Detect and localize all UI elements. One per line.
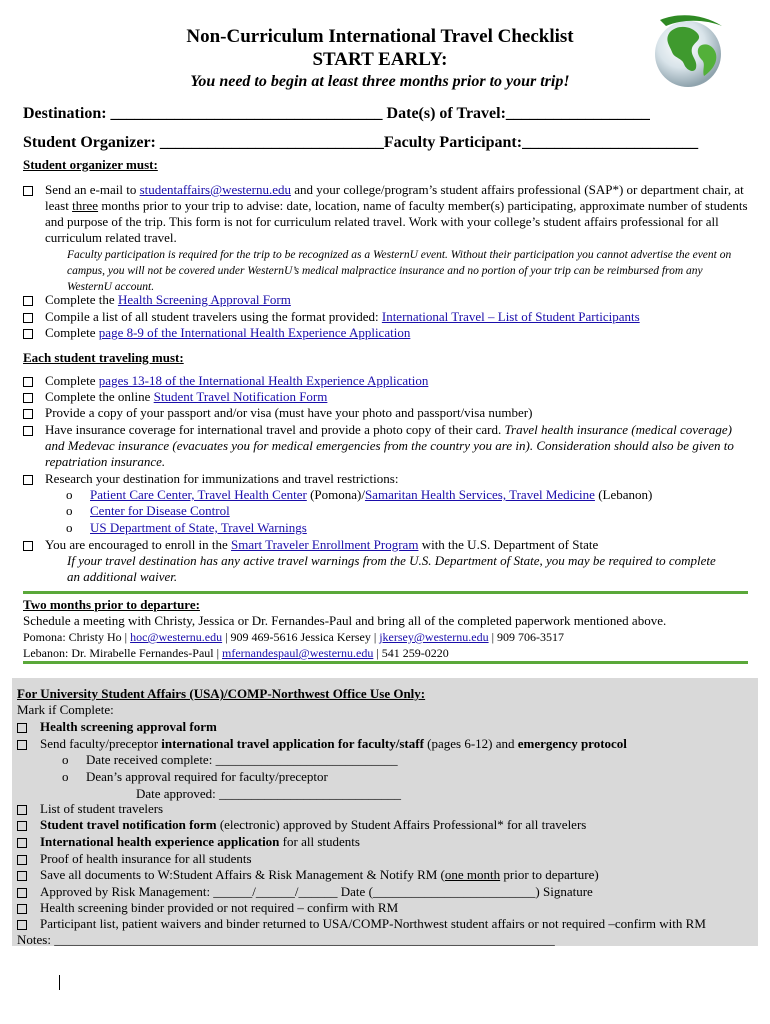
cdc-link[interactable]: Center for Disease Control [90,503,230,518]
office-heading: For University Student Affairs (USA)/COMP-Northwest Office Use Only: [17,686,426,701]
checklist-item-page-8-9: Complete page 8-9 of the International Health Experience Application [23,325,748,341]
globe-logo-icon [648,12,728,92]
office-item-ihe-application: International health experience application for all students [17,834,360,850]
checkbox[interactable] [17,904,27,914]
hoc-email-link[interactable]: hoc@westernu.edu [130,630,223,644]
text-cursor [59,975,60,990]
checkbox[interactable] [17,740,27,750]
two-months-heading: Two months prior to departure: [23,597,200,612]
office-item-participant-list-return: Participant list, patient waivers and binder returned to USA/COMP-Northwest student affairs or not required –confirm with RM [17,916,706,932]
checklist-item-email: Send an e-mail to studentaffairs@westernu.edu and your college/program’s student affairs professional (SAP*) or department chair, at least three months prior to your trip to advise: date, location, name of faculty member(s) participating, approximate number of students and purpose of the trip. This form is not for curriculum related travel. Work with your college’s student affairs professional for all curriculum related travel. [23,182,748,246]
checklist-item-health-screening: Complete the Health Screening Approval Form [23,292,748,308]
checkbox[interactable] [23,541,33,551]
checkbox[interactable] [23,475,33,485]
office-sub-date-approved: Date approved: ____________________________ [136,786,402,801]
mfernandespaul-email-link[interactable]: mfernandespaul@westernu.edu [222,646,374,660]
destination-dates-field[interactable]: Destination: __________________________________ Date(s) of Travel:__________________ [23,105,650,122]
health-screening-form-link[interactable]: Health Screening Approval Form [117,292,291,307]
office-item-faculty-application: Send faculty/preceptor international travel application for faculty/staff (pages 6-12) and emergency protocol [17,736,627,752]
smart-traveler-link[interactable]: Smart Traveler Enrollment Program [231,537,419,552]
checkbox[interactable] [23,186,33,196]
student-section-heading: Each student traveling must: [23,350,184,365]
student-item-smart-traveler: You are encouraged to enroll in the Smart Traveler Enrollment Program with the U.S. Department of State [23,537,748,553]
title-line-2: START EARLY: [312,49,448,70]
office-sub-date-received: o Date received complete: ____________________________ [62,752,398,767]
checkbox[interactable] [23,377,33,387]
student-item-notification: Complete the online Student Travel Notification Form [23,389,748,405]
checkbox[interactable] [17,871,27,881]
subtitle: You need to begin at least three months prior to your trip! [190,73,570,90]
sub-item-health-centers: o Patient Care Center, Travel Health Center (Pomona)/Samaritan Health Services, Travel Medicine (Lebanon) [66,487,653,502]
checkbox[interactable] [23,329,33,339]
office-mark-label: Mark if Complete: [17,702,114,717]
office-notes-field[interactable]: Notes: _____________________________________________________________________________ [17,932,555,947]
organizer-faculty-field[interactable]: Student Organizer: ____________________________Faculty Participant:______________________ [23,134,699,151]
checkbox[interactable] [17,855,27,865]
office-item-binder: Health screening binder provided or not required – confirm with RM [17,900,398,916]
student-item-research: Research your destination for immunizations and travel restrictions: [23,471,748,487]
office-item-save-documents: Save all documents to W:Student Affairs & Risk Management & Notify RM (one month prior to departure) [17,867,599,883]
ihe-application-link[interactable]: page 8-9 of the International Health Experience Application [98,325,411,340]
checkbox[interactable] [17,920,27,930]
checkbox[interactable] [17,888,27,898]
faculty-participation-note: Faculty participation is required for the trip to be recognized as a WesternU event. Without their participation you cannot advertise the event on campus, you will not be covered under WesternU’s medical malpractice insurance and no portion of your trip can be reimbursed from any WesternU account. [67,249,732,293]
checkbox[interactable] [17,805,27,815]
checkbox[interactable] [23,296,33,306]
student-item-insurance: Have insurance coverage for international travel and provide a photo copy of their card. Travel health insurance (medical coverage) and Medevac insurance (evacuates you for medical emergencies from the country you are in). Consideration should also be given to repatriation insurance. [23,422,748,470]
office-item-insurance-proof: Proof of health insurance for all students [17,851,252,867]
travel-notification-link[interactable]: Student Travel Notification Form [153,389,328,404]
office-item-notification: Student travel notification form (electronic) approved by Student Affairs Professional* for all travelers [17,817,586,833]
student-affairs-email-link[interactable]: studentaffairs@westernu.edu [139,182,292,197]
title-line-1: Non-Curriculum International Travel Checklist [186,26,574,47]
divider-rule [23,591,748,594]
organizer-section-heading: Student organizer must: [23,157,158,172]
checklist-item-compile-list: Compile a list of all student travelers using the format provided: International Travel – List of Student Participants [23,309,748,325]
student-item-passport: Provide a copy of your passport and/or visa (must have your photo and passport/visa number) [23,405,748,421]
checkbox[interactable] [23,313,33,323]
patient-care-center-link[interactable]: Patient Care Center, Travel Health Center [90,487,307,502]
samaritan-link[interactable]: Samaritan Health Services, Travel Medicine [364,487,595,502]
state-dept-warnings-link[interactable]: US Department of State, Travel Warnings [90,520,307,535]
divider-rule [23,661,748,664]
sub-item-state-dept: o US Department of State, Travel Warnings [66,520,307,535]
checkbox[interactable] [23,409,33,419]
checkbox[interactable] [23,393,33,403]
office-item-health-screening: Health screening approval form [17,719,217,735]
travel-warning-note: If your travel destination has any active travel warnings from the U.S. Department of State, you may be required to complete an additional waiver. [67,553,716,584]
checkbox[interactable] [17,821,27,831]
office-item-risk-approval: Approved by Risk Management: ______/______/______ Date (_________________________) Signature [17,884,593,900]
checkbox[interactable] [17,838,27,848]
checkbox[interactable] [17,723,27,733]
sub-item-cdc: o Center for Disease Control [66,503,230,518]
pomona-contacts: Pomona: Christy Ho | hoc@westernu.edu | 909 469-5616 Jessica Kersey | jkersey@westernu.edu | 909 706-3517 [23,630,564,644]
office-sub-dean-approval: o Dean’s approval required for faculty/preceptor [62,769,328,784]
student-item-pages-13-18: Complete pages 13-18 of the International Health Experience Application [23,373,748,389]
ihe-pages-link[interactable]: pages 13-18 of the International Health Experience Application [98,373,429,388]
checkbox[interactable] [23,426,33,436]
participant-list-link[interactable]: International Travel – List of Student Participants [381,309,640,324]
jkersey-email-link[interactable]: jkersey@westernu.edu [379,630,489,644]
office-item-student-list: List of student travelers [17,801,163,817]
two-months-text: Schedule a meeting with Christy, Jessica or Dr. Fernandes-Paul and bring all of the completed paperwork mentioned above. [23,613,667,628]
lebanon-contacts: Lebanon: Dr. Mirabelle Fernandes-Paul | mfernandespaul@westernu.edu | 541 259-0220 [23,646,449,660]
